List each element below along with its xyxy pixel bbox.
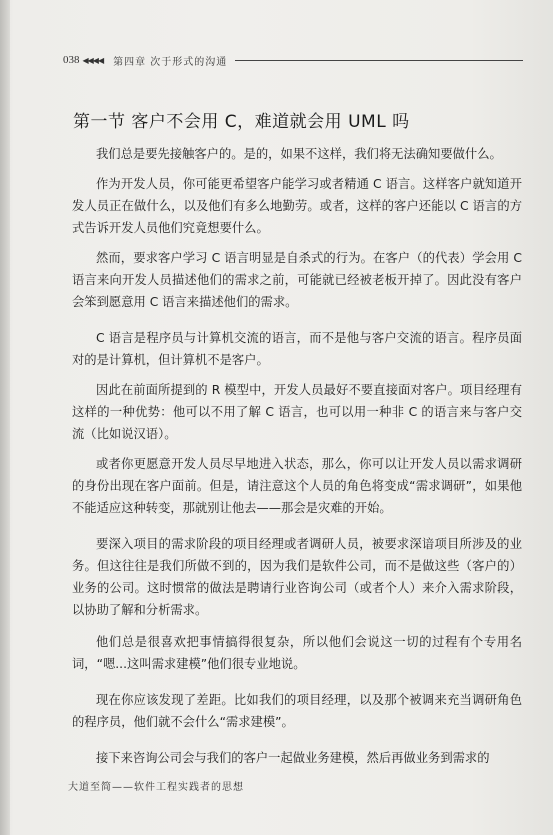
paragraph: 要深入项目的需求阶段的项目经理或者调研人员，被要求深谙项目所涉及的业务。但这往往是我们所做不到的，因为我们是软件公司，而不是做这些（客户的）业务的公司。这时惯常的做法是聘请行业咨询公司（或者个人）来介入需求阶段，以协助了解和分析需求。 bbox=[72, 537, 522, 617]
page-number: 038 bbox=[63, 54, 80, 66]
paragraph: 或者你更愿意开发人员尽早地进入状态，那么，你可以让开发人员以需求调研的身份出现在客户面前。但是，请注意这个人员的角色将变成“需求调研”，如果他不能适应这种转变，那就别让他去——那会是灾难的开始。 bbox=[72, 457, 522, 515]
paragraph: 我们总是要先接触客户的。是的，如果不这样，我们将无法确知要做什么。 bbox=[96, 147, 502, 161]
arrows-icon: ◀◀◀◀ bbox=[82, 55, 104, 65]
running-footer: 大道至简——软件工程实践者的思想 bbox=[68, 782, 244, 793]
body-text bbox=[72, 143, 522, 769]
paragraph: C 语言是程序员与计算机交流的语言，而不是他与客户交流的语言。程序员面对的是计算机，但计算机不是客户。 bbox=[72, 331, 522, 367]
header-rule bbox=[235, 60, 523, 61]
running-header bbox=[63, 50, 523, 70]
paragraph: 然而，要求客户学习 C 语言明显是自杀式的行为。在客户（的代表）学会用 C 语言来向开发人员描述他们的需求之前，可能就已经被老板开掉了。因此没有客户会笨到愿意用 C 语言来描述他们的需求。 bbox=[72, 251, 522, 309]
section-title: 第一节 客户不会用 C，难道就会用 UML 吗 bbox=[73, 112, 410, 132]
paragraph: 现在你应该发现了差距。比如我们的项目经理，以及那个被调来充当调研角色的程序员，他们就不会什么“需求建模”。 bbox=[72, 693, 522, 729]
paragraph: 作为开发人员，你可能更希望客户能学习或者精通 C 语言。这样客户就知道开发人员正在做什么，以及他们有多么地勤劳。或者，这样的客户还能以 C 语言的方式告诉开发人员他们究竟想要什么。 bbox=[72, 177, 522, 235]
page-fold-shadow bbox=[0, 0, 10, 835]
paragraph: 接下来咨询公司会与我们的客户一起做业务建模，然后再做业务到需求的 bbox=[96, 751, 490, 765]
chapter-title: 第四章 次于形式的沟通 bbox=[113, 56, 228, 68]
paragraph: 因此在前面所提到的 R 模型中，开发人员最好不要直接面对客户。项目经理有这样的一种优势：他可以不用了解 C 语言，也可以用一种非 C 的语言来与客户交流（比如说汉语）。 bbox=[72, 383, 522, 441]
paragraph: 他们总是很喜欢把事情搞得很复杂，所以他们会说这一切的过程有个专用名词，“嗯...这叫需求建模”他们很专业地说。 bbox=[72, 635, 522, 671]
